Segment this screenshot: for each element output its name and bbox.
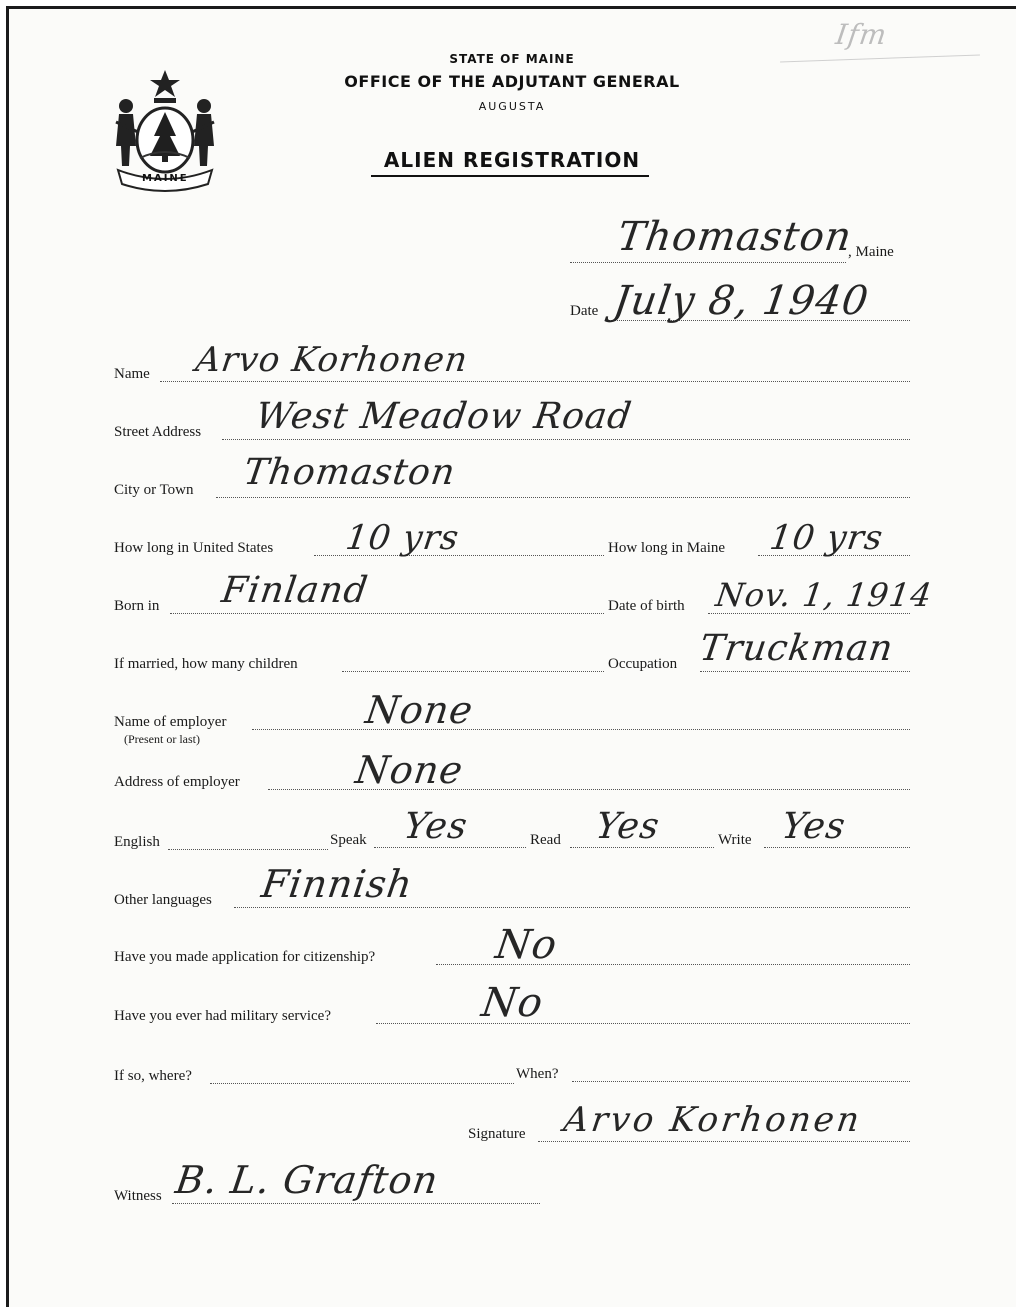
form-title: ALIEN REGISTRATION: [383, 148, 641, 172]
city-value: Thomaston: [241, 452, 459, 493]
when-line: [572, 1081, 910, 1082]
military-value: No: [478, 980, 547, 1026]
location-suffix: , Maine: [848, 244, 894, 260]
employer-address-value: None: [352, 748, 467, 792]
witness-value: B. L. Grafton: [172, 1158, 442, 1202]
location-line: [570, 262, 846, 263]
street-label: Street Address: [114, 424, 202, 440]
born-in-label: Born in: [114, 598, 160, 614]
employer-address-label: Address of employer: [114, 774, 240, 790]
read-value: Yes: [593, 806, 663, 847]
name-label: Name: [114, 366, 150, 382]
signature-line: [538, 1141, 910, 1142]
occupation-value: Truckman: [697, 628, 897, 669]
military-line: [376, 1023, 910, 1024]
dob-value: Nov. 1, 1914: [713, 576, 935, 614]
witness-line: [172, 1203, 540, 1204]
other-languages-line: [234, 907, 910, 908]
english-line: [168, 849, 328, 850]
english-label: English: [114, 834, 160, 850]
write-label: Write: [718, 832, 752, 848]
citizenship-label: Have you made application for citizenship?: [114, 949, 376, 965]
employer-sublabel: (Present or last): [124, 732, 200, 746]
write-value: Yes: [779, 806, 849, 847]
employer-value: None: [362, 688, 477, 732]
header-office: OFFICE OF THE ADJUTANT GENERAL: [344, 72, 680, 91]
street-value: West Meadow Road: [253, 396, 635, 437]
maine-duration-value: 10 yrs: [767, 518, 886, 558]
speak-value: Yes: [401, 806, 471, 847]
city-label: City or Town: [114, 482, 194, 498]
header-city: AUGUSTA: [478, 100, 546, 113]
location-value: Thomaston: [614, 214, 855, 260]
where-label: If so, where?: [114, 1068, 192, 1084]
where-line: [210, 1083, 514, 1084]
write-line: [764, 847, 910, 848]
street-line: [222, 439, 910, 440]
signature-value: Arvo Korhonen: [561, 1100, 865, 1140]
witness-label: Witness: [114, 1188, 162, 1204]
dob-label: Date of birth: [608, 598, 685, 614]
read-label: Read: [530, 832, 561, 848]
name-line: [160, 381, 910, 382]
signature-label: Signature: [468, 1126, 526, 1142]
date-value: July 8, 1940: [610, 278, 872, 324]
born-in-value: Finland: [219, 570, 371, 611]
children-label: If married, how many children: [114, 656, 298, 672]
military-label: Have you ever had military service?: [114, 1008, 331, 1024]
children-line: [342, 671, 604, 672]
name-value: Arvo Korhonen: [193, 340, 471, 380]
when-label: When?: [516, 1066, 559, 1082]
citizenship-value: No: [492, 922, 561, 968]
other-languages-label: Other languages: [114, 892, 212, 908]
date-label: Date: [570, 303, 599, 319]
speak-line: [374, 847, 526, 848]
employer-label: Name of employer: [114, 714, 227, 730]
born-in-line: [170, 613, 604, 614]
us-duration-value: 10 yrs: [343, 518, 462, 558]
speak-label: Speak: [330, 832, 367, 848]
form-title-underline: [371, 175, 649, 177]
header-state: STATE OF MAINE: [449, 52, 575, 66]
read-line: [570, 847, 714, 848]
other-languages-value: Finnish: [258, 862, 416, 906]
employer-line: [252, 729, 910, 730]
occupation-label: Occupation: [608, 656, 678, 672]
city-line: [216, 497, 910, 498]
maine-duration-label: How long in Maine: [608, 540, 726, 556]
occupation-line: [700, 671, 910, 672]
corner-pencil-mark: Ifm: [833, 18, 890, 51]
seal-ribbon-text: MAINE: [142, 173, 189, 184]
us-duration-label: How long in United States: [114, 540, 274, 556]
